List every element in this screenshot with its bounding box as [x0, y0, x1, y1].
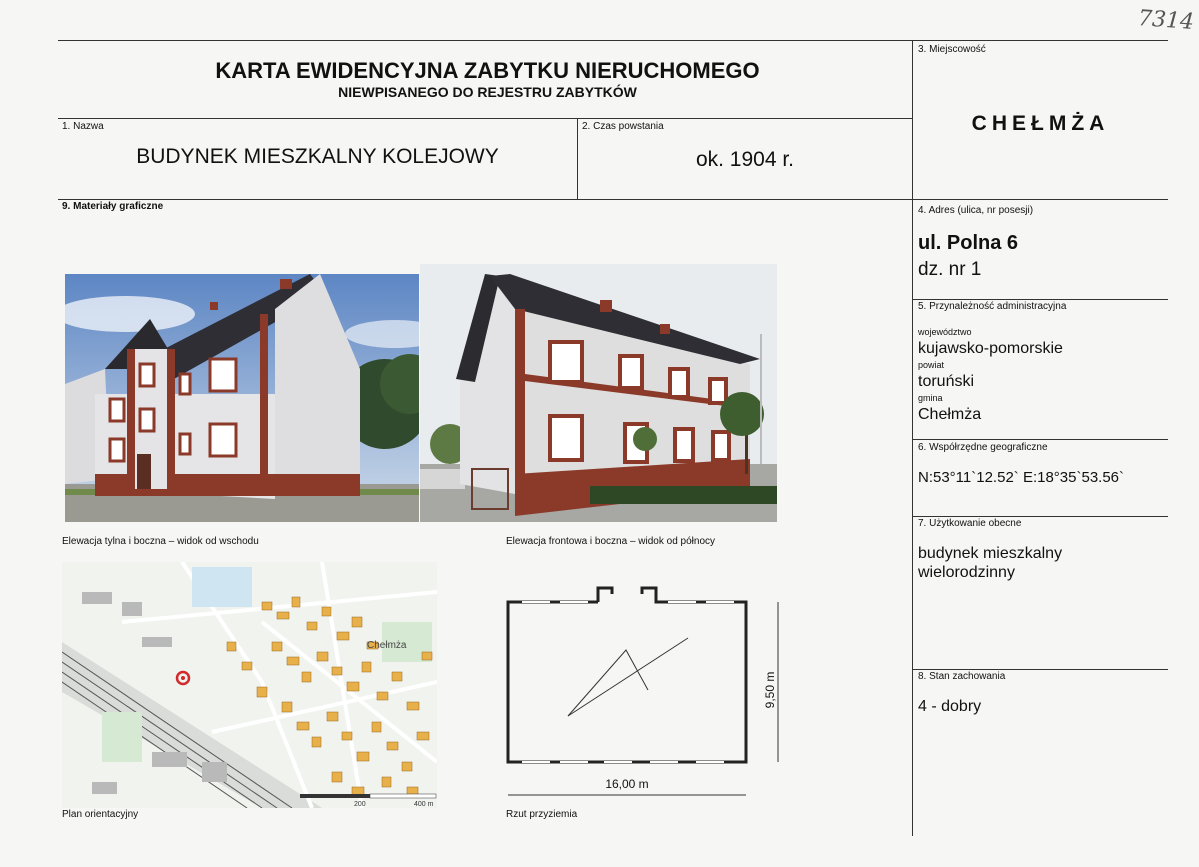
map-illustration [62, 562, 437, 808]
rule-usage [912, 516, 1168, 517]
photo-1-illustration [65, 274, 419, 522]
floor-plan-drawing [500, 580, 790, 800]
map-caption: Plan orientacyjny [62, 809, 139, 820]
photo-rear-side-elevation [65, 274, 419, 522]
plan-caption: Rzut przyziemia [506, 809, 578, 820]
date-label: 2. Czas powstania [582, 121, 664, 132]
address-line-1: ul. Polna 6 [918, 232, 1019, 254]
name-label: 1. Nazwa [62, 121, 104, 132]
date-value: ok. 1904 r. [695, 148, 795, 171]
plan-depth-dimension: 9,50 m [763, 671, 777, 709]
locality-label: 3. Miejscowość [918, 44, 986, 55]
rule-graphics [58, 199, 1168, 200]
condition-label: 8. Stan zachowania [918, 671, 1006, 682]
voivodeship-value: kujawsko-pomorskie [918, 340, 1063, 357]
commune-value: Chełmża [918, 406, 982, 423]
county-value: toruński [918, 373, 975, 390]
admin-label: 5. Przynależność administracyjna [918, 301, 1067, 312]
coords-label: 6. Współrzędne geograficzne [918, 442, 1048, 453]
top-rule [58, 40, 1168, 41]
photo-2-illustration [420, 264, 777, 522]
plan-width-dimension: 16,00 m [605, 777, 649, 791]
map-scale-label-2: 400 m [414, 801, 434, 808]
photo-front-side-elevation [420, 264, 777, 522]
graphics-label: 9. Materiały graficzne [62, 201, 164, 212]
map-town-label: Chełmża [367, 640, 407, 651]
rule-name-row [58, 118, 912, 119]
voivodeship-label: województwo [918, 327, 972, 337]
orientation-map [62, 562, 437, 808]
photo-1-caption: Elewacja tylna i boczna – widok od wschodu [62, 536, 259, 547]
usage-line-1: budynek mieszkalny [918, 545, 1063, 562]
condition-value: 4 - dobry [918, 698, 982, 715]
handwritten-number: 7314 [1137, 6, 1195, 35]
map-scale-label-1: 200 [354, 801, 366, 808]
usage-line-2: wielorodzinny [918, 564, 1015, 581]
address-label: 4. Adres (ulica, nr posesji) [918, 205, 1034, 216]
rule-condition [912, 669, 1168, 670]
card-title: KARTA EWIDENCYJNA ZABYTKU NIERUCHOMEGO [215, 58, 760, 83]
divider-right-column [912, 40, 913, 836]
rule-coords [912, 439, 1168, 440]
floor-plan [500, 580, 790, 800]
card-subtitle: NIEWPISANEGO DO REJESTRU ZABYTKÓW [338, 84, 637, 100]
photo-2-caption: Elewacja frontowa i boczna – widok od północy [506, 536, 716, 547]
county-label: powiat [918, 360, 945, 370]
usage-label: 7. Użytkowanie obecne [918, 518, 1022, 529]
name-value: BUDYNEK MIESZKALNY KOLEJOWY [136, 145, 499, 168]
locality-value: CHEŁMŻA [971, 112, 1110, 135]
rule-admin [912, 299, 1168, 300]
commune-label: gmina [918, 393, 943, 403]
coords-value: N:53°11`12.52` E:18°35`53.56` [918, 469, 1125, 486]
address-line-2: dz. nr 1 [918, 259, 982, 280]
